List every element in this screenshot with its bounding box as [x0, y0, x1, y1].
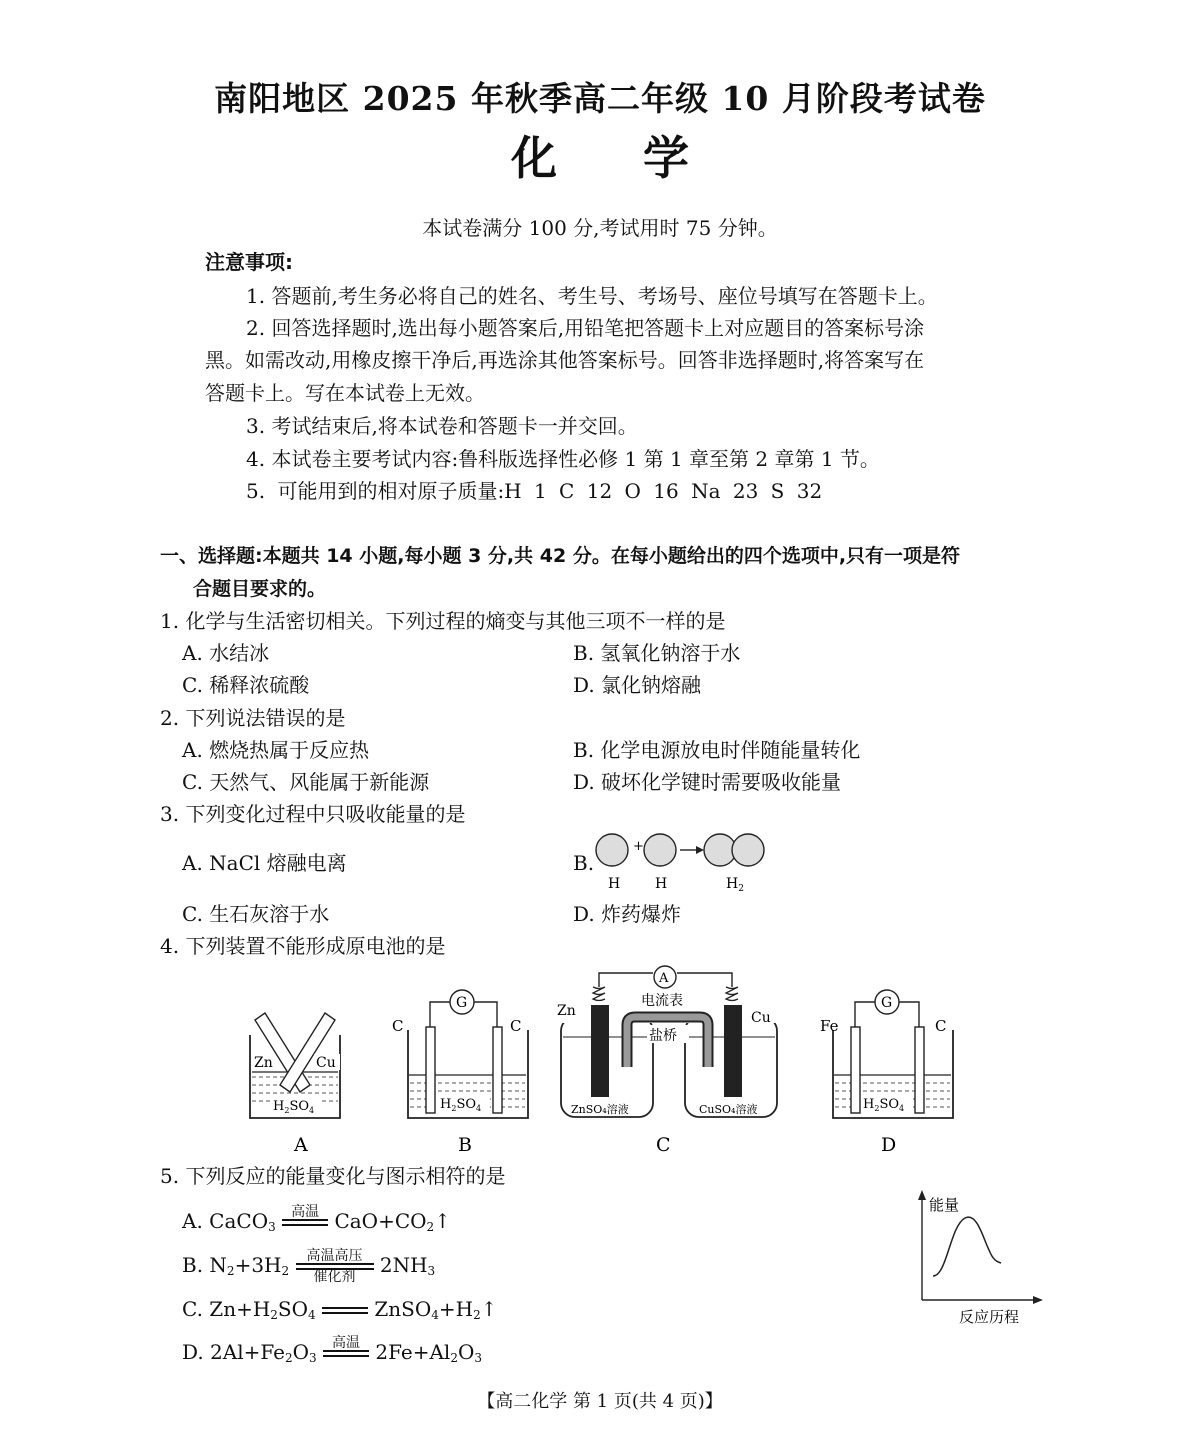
- note-1: 1. 答题前,考生务必将自己的姓名、考生号、考场号、座位号填写在答题卡上。: [246, 284, 938, 308]
- label-solution-d: $H_2SO_4$: [863, 1097, 905, 1113]
- q4-figure-b: [390, 985, 540, 1155]
- q4-figure-c: [555, 965, 780, 1155]
- condition-a: 高温: [282, 1205, 328, 1240]
- bridge-label: 盐桥: [649, 1028, 677, 1044]
- note-4: 4. 本试卷主要考试内容:鲁科版选择性必修 1 第 1 章至第 2 章第 1 节。: [246, 447, 880, 471]
- label-solution-a: $H_2SO_4$: [273, 1099, 315, 1115]
- label-solution-b: $H_2SO_4$: [440, 1097, 482, 1113]
- exam-title: 南阳地区 2025 年秋季高二年级 10 月阶段考试卷: [214, 79, 986, 118]
- note-2c: 答题卡上。写在本试卷上无效。: [205, 381, 485, 405]
- h2-atom-1: [704, 834, 736, 866]
- condition-b: 高温高压 催化剂: [296, 1249, 374, 1284]
- label-c-d: C: [935, 1017, 947, 1035]
- note-5: 5. 可能用到的相对原子质量:H 1 C 12 O 16 Na 23 S 32: [246, 479, 823, 503]
- meter-g-d: G: [881, 995, 893, 1011]
- label-znso4: ZnSO₄溶液: [571, 1103, 629, 1116]
- label-h-2: H: [655, 876, 668, 892]
- electrode-c-left: [426, 1027, 435, 1113]
- condition-c: [322, 1293, 368, 1328]
- q3-option-a: A. NaCl 熔融电离: [182, 851, 347, 875]
- h-atom-2: [644, 834, 676, 866]
- label-fe: Fe: [820, 1017, 839, 1035]
- electrode-c-d: [915, 1027, 924, 1113]
- q1-option-a: A. 水结冰: [182, 641, 270, 665]
- q1-stem: 1. 化学与生活密切相关。下列过程的熵变与其他三项不一样的是: [160, 609, 726, 633]
- q2-option-d: D. 破坏化学键时需要吸收能量: [573, 770, 842, 794]
- label-zn: Zn: [254, 1055, 273, 1071]
- meter-g-b: G: [456, 995, 468, 1011]
- energy-profile-graph: [905, 1188, 1050, 1338]
- fig-label-a: A: [294, 1134, 308, 1155]
- fig-label-d: D: [881, 1134, 897, 1155]
- label-h-1: H: [608, 876, 621, 892]
- q2-option-c: C. 天然气、风能属于新能源: [182, 770, 430, 794]
- h-atom-1: [596, 834, 628, 866]
- subject-title: 化 学: [510, 131, 689, 185]
- q5-stem: 5. 下列反应的能量变化与图示相符的是: [160, 1164, 506, 1188]
- meter-a: A: [659, 971, 669, 986]
- energy-curve: [933, 1217, 1001, 1276]
- exam-info: 本试卷满分 100 分,考试用时 75 分钟。: [422, 216, 778, 240]
- label-zn-c: Zn: [557, 1003, 576, 1019]
- q3-option-d: D. 炸药爆炸: [573, 902, 682, 926]
- spring-right: [726, 987, 738, 1001]
- arrow-head: [696, 846, 704, 854]
- q3-option-b: B.: [573, 851, 595, 875]
- q3-option-c: C. 生石灰溶于水: [182, 902, 330, 926]
- note-2b: 黑。如需改动,用橡皮擦干净后,再选涂其他答案标号。回答非选择题时,将答案写在: [205, 348, 925, 372]
- page-footer: 【高二化学 第 1 页(共 4 页)】: [477, 1391, 723, 1412]
- section-1-heading: 一、选择题:本题共 14 小题,每小题 3 分,共 42 分。在每小题给出的四个选项中,只有一项是符: [160, 545, 961, 567]
- q4-figure-d: [815, 985, 965, 1155]
- q1-option-c: C. 稀释浓硫酸: [182, 673, 310, 697]
- condition-d: 高温: [323, 1336, 369, 1371]
- electrode-fe: [851, 1027, 860, 1113]
- q1-option-b: B. 氢氧化钠溶于水: [573, 641, 741, 665]
- q5-option-c: C. $Zn+H_2SO_4$ $ZnSO_4+H_2↑$: [182, 1293, 498, 1328]
- q4-stem: 4. 下列装置不能形成原电池的是: [160, 934, 446, 958]
- label-h2: $H_2$: [726, 876, 744, 894]
- q5-option-a: A. CaCO$_3$ 高温 $CaO+CO_2↑$: [182, 1205, 451, 1240]
- spring-left: [593, 987, 605, 1001]
- plus-sign: +: [633, 839, 644, 854]
- graph-ylabel: 能量: [929, 1196, 960, 1214]
- q1-option-d: D. 氯化钠熔融: [573, 673, 702, 697]
- note-2a: 2. 回答选择题时,选出每小题答案后,用铅笔把答题卡上对应题目的答案标号涂: [246, 316, 925, 340]
- label-c-left: C: [392, 1017, 404, 1035]
- note-3: 3. 考试结束后,将本试卷和答题卡一并交回。: [246, 414, 638, 438]
- q2-stem: 2. 下列说法错误的是: [160, 706, 346, 730]
- fig-label-b: B: [458, 1134, 472, 1155]
- electrode-c-right: [493, 1027, 502, 1113]
- q2-option-b: B. 化学电源放电时伴随能量转化: [573, 738, 861, 762]
- fig-label-c: C: [656, 1134, 671, 1155]
- q3-atoms-figure: [592, 828, 772, 896]
- cu-electrode-c: [724, 1005, 742, 1097]
- zn-electrode-c: [591, 1005, 609, 1097]
- graph-xlabel: 反应历程: [959, 1308, 1020, 1326]
- label-cuso4: CuSO₄溶液: [699, 1103, 758, 1116]
- q5-option-d: D. $2Al+Fe_2O_3$ 高温 $2Fe+Al_2O_3$: [182, 1336, 482, 1371]
- notes-heading: 注意事项:: [205, 250, 293, 274]
- q2-option-a: A. 燃烧热属于反应热: [182, 738, 370, 762]
- label-cu: Cu: [316, 1055, 336, 1071]
- q4-figure-a: [240, 1005, 350, 1155]
- h2-atom-2: [732, 834, 764, 866]
- label-cu-c: Cu: [751, 1010, 771, 1026]
- q5-option-b: B. $N_2+3H_2$ 高温高压 催化剂 $2NH_3$: [182, 1248, 436, 1285]
- meter-label: 电流表: [641, 993, 683, 1009]
- q3-stem: 3. 下列变化过程中只吸收能量的是: [160, 802, 466, 826]
- section-1-heading-cont: 合题目要求的。: [193, 578, 327, 600]
- label-c-right: C: [510, 1017, 522, 1035]
